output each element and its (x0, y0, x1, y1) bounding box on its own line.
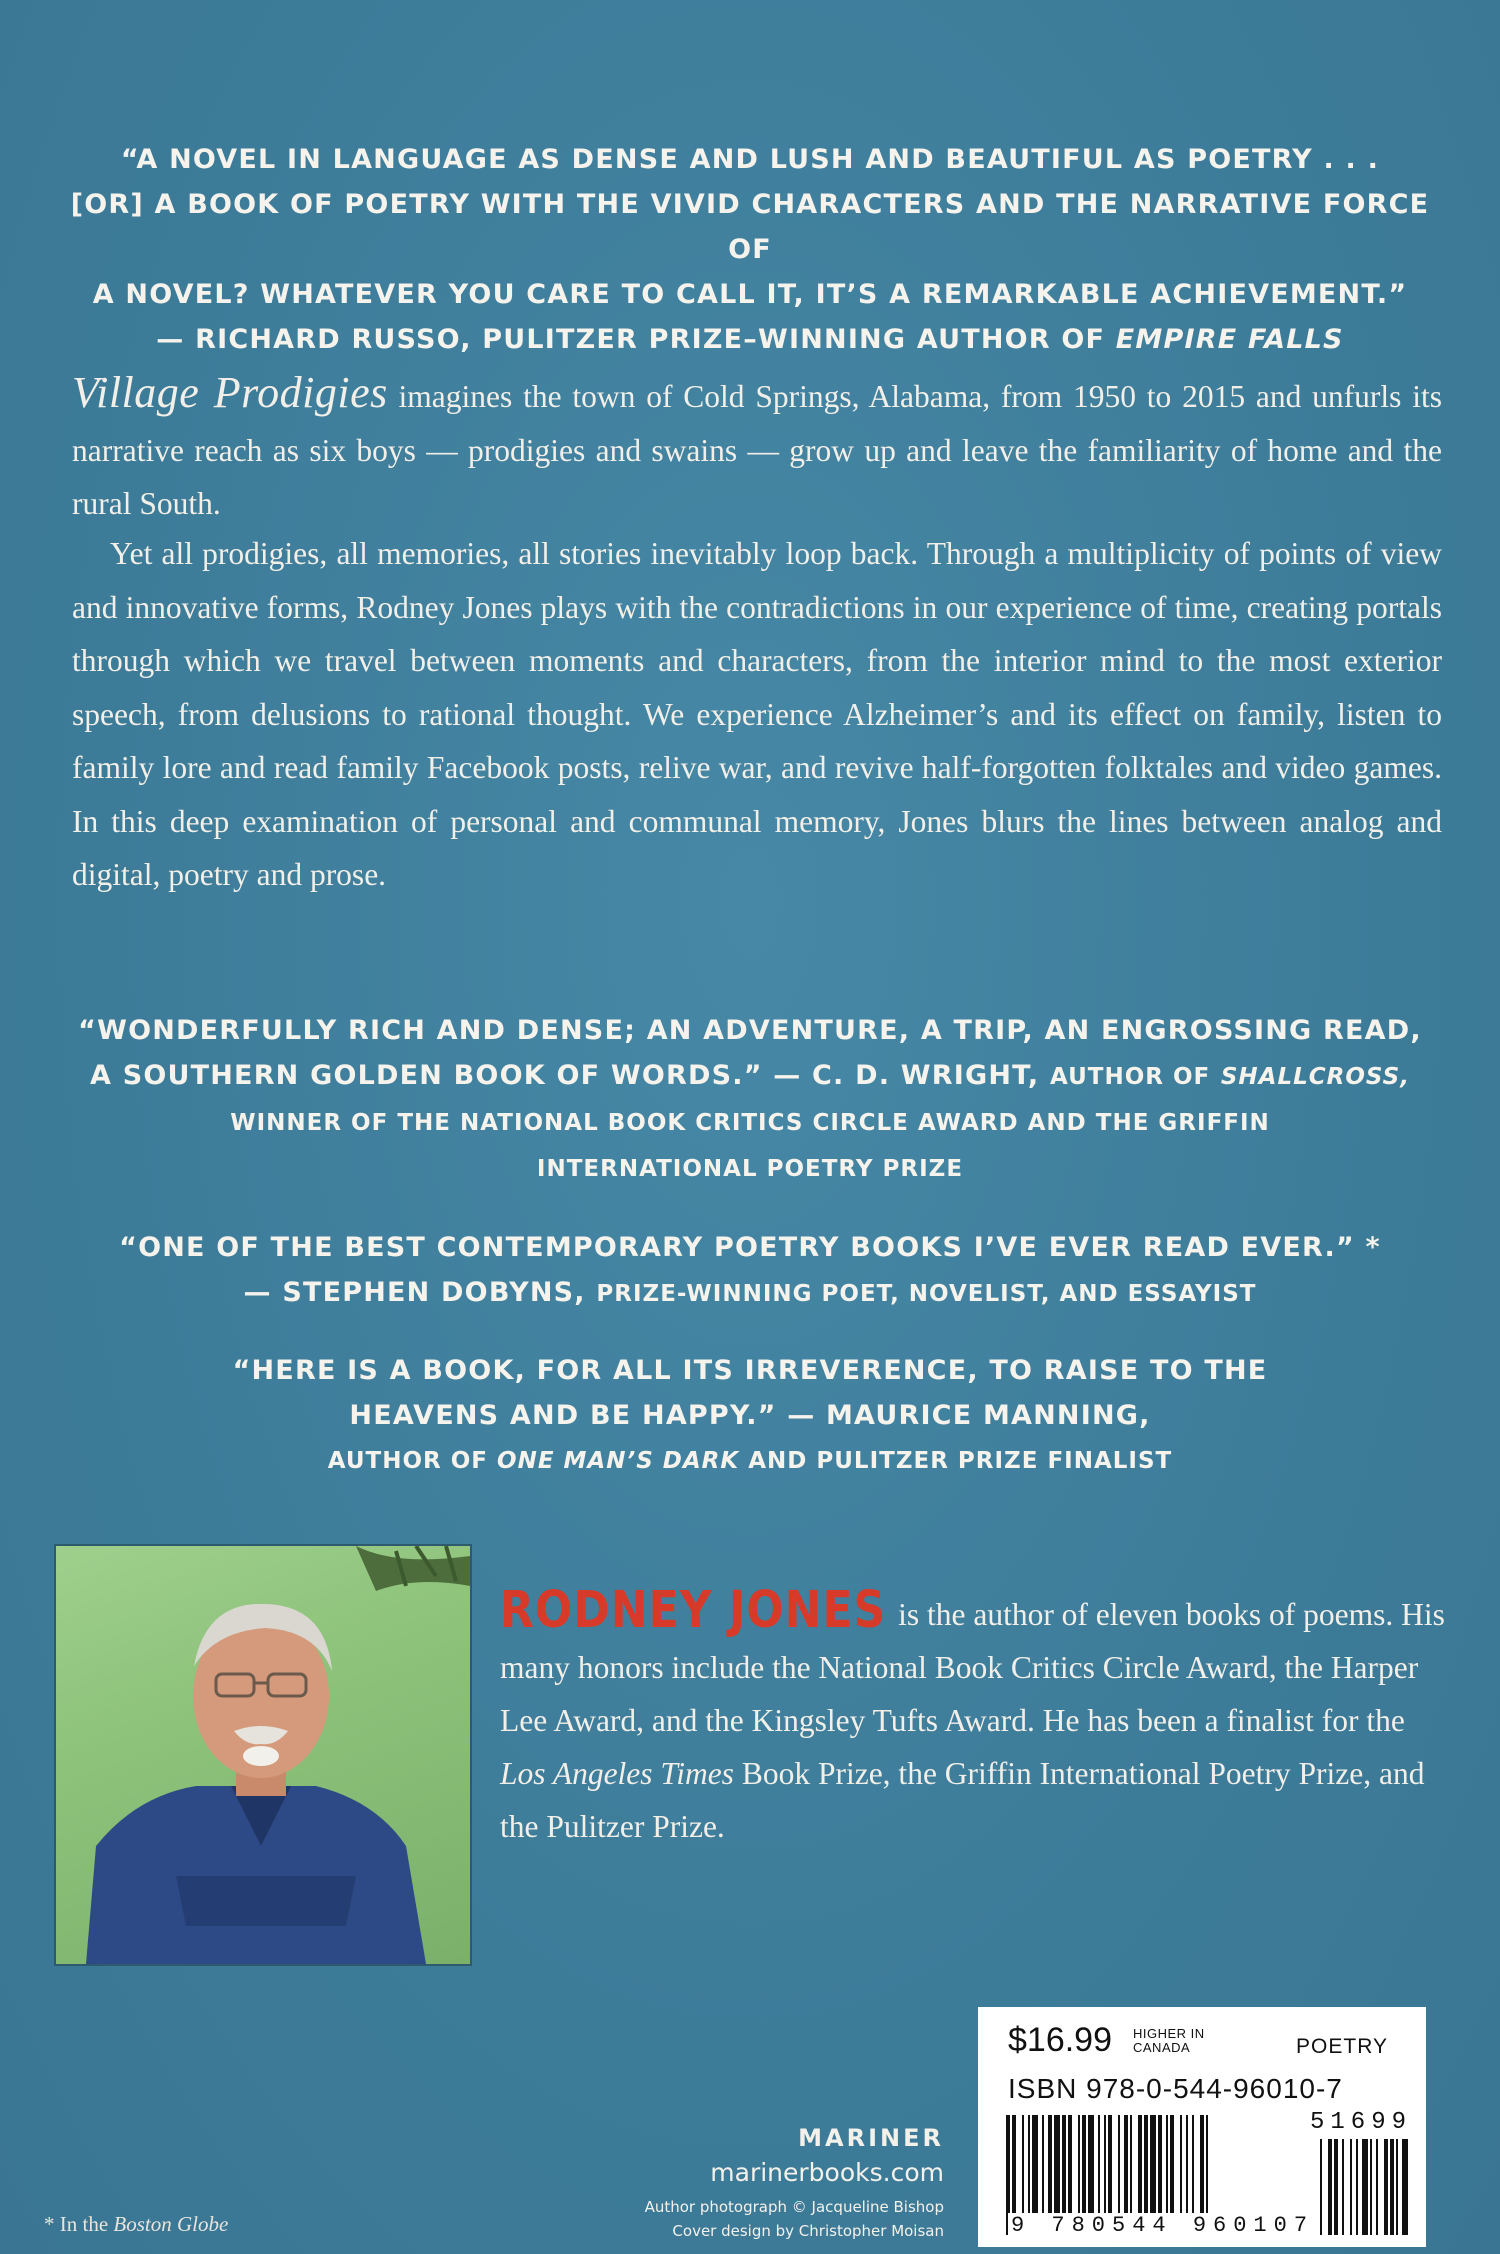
dobyns-attr-rest: PRIZE-WINNING POET, NOVELIST, AND ESSAYIST (596, 1281, 1257, 1307)
barcode-supplement-bar (1376, 2139, 1378, 2235)
russo-attribution-text: — RICHARD RUSSO, PULITZER PRIZE–WINNING AUTHOR OF (156, 324, 1106, 355)
author-bio-part-1: is the author of eleven books of poems. His many honors include the National Book Critics Circle Award, the Harper Lee Award, and the Kingsley Tufts Award. He has been a finalist for the (500, 1597, 1445, 1738)
barcode-supplement-bar (1350, 2139, 1352, 2235)
manning-attr-suffix: AND PULITZER PRIZE FINALIST (748, 1448, 1173, 1474)
footnote (44, 2212, 228, 2237)
russo-quote-line-1: “A NOVEL IN LANGUAGE AS DENSE AND LUSH AND BEAUTIFUL AS POETRY . . . (120, 144, 1380, 175)
wright-attr-line-2: WINNER OF THE NATIONAL BOOK CRITICS CIRCLE AWARD AND THE GRIFFIN (230, 1110, 1270, 1136)
footnote-source: Boston Globe (113, 2212, 229, 2236)
dobyns-attr-name: — STEPHEN DOBYNS, (243, 1277, 586, 1308)
photo-credit: Author photograph © Jacqueline Bishop (644, 2198, 944, 2216)
barcode-supplement-digits: 51699 (1309, 2109, 1412, 2136)
price: $16.99 (1008, 2021, 1112, 2059)
description-paragraph-1-text: imagines the town of Cold Springs, Alabama, from 1950 to 2015 and unfurls its narrative reach as six boys — prodigies and swains — grow up and leave the familiarity of home and the rural South. (72, 379, 1442, 521)
russo-attribution (60, 317, 1440, 362)
publisher-name: MARINER (798, 2124, 944, 2152)
barcode-supplement-bar (1370, 2139, 1372, 2235)
price-note-line-2: CANADA (1133, 2040, 1191, 2055)
description-paragraph-2: Yet all prodigies, all memories, all stories inevitably loop back. Through a multiplicity of points of view and innovative forms, Rodney Jones plays with the contradictions in our experience of time, creating portals through which we travel between moments and characters, from the interior mind to the most exterior speech, from delusions to rational thought. We experience Alzheimer’s and its effect on family, listen to family lore and read family Facebook posts, relive war, and revive half-forgotten folktales and video games. In this deep examination of personal and communal memory, Jones blurs the lines between analog and digital, poetry and prose. (72, 536, 1442, 892)
russo-blurb (60, 137, 1440, 362)
barcode-supplement-bar (1396, 2139, 1398, 2235)
barcode-supplement-bar (1334, 2139, 1338, 2235)
manning-blurb (60, 1348, 1440, 1484)
credits-block (645, 2195, 944, 2243)
russo-quote-line-3: A NOVEL? WHATEVER YOU CARE TO CALL IT, IT’S A REMARKABLE ACHIEVEMENT.” (92, 279, 1408, 310)
price-barcode-box (978, 2007, 1426, 2247)
barcode-supplement-bar (1390, 2139, 1394, 2235)
barcode-supplement-bar (1402, 2139, 1408, 2235)
design-credit: Cover design by Christopher Moisan (672, 2222, 944, 2240)
barcode-supplement-bar (1328, 2139, 1332, 2235)
barcode-digits: 9 780544 960107 (1008, 2213, 1317, 2238)
isbn: ISBN 978-0-544-96010-7 (1008, 2073, 1343, 2104)
author-photo (54, 1544, 472, 1966)
wright-blurb (60, 1008, 1440, 1192)
wright-work-title: SHALLCROSS, (1220, 1064, 1410, 1090)
author-portrait-illustration (56, 1546, 470, 1964)
author-bio-part-2: Book Prize, the Griffin International Poetry Prize, and the Pulitzer Prize. (500, 1756, 1425, 1844)
manning-attribution (60, 1438, 1440, 1484)
price-note-line-1: HIGHER IN (1133, 2026, 1205, 2041)
manning-quote-line-1: “HERE IS A BOOK, FOR ALL ITS IRREVERENCE, TO RAISE TO THE (232, 1355, 1268, 1386)
manning-attr-prefix: AUTHOR OF (327, 1448, 488, 1474)
barcode-supplement-bar (1356, 2139, 1358, 2235)
manning-quote-line-2: HEAVENS AND BE HAPPY.” — MAURICE MANNING, (349, 1400, 1151, 1431)
barcode-supplement-bar (1320, 2139, 1322, 2235)
russo-work-title: EMPIRE FALLS (1115, 324, 1344, 355)
description-paragraph-1 (72, 366, 1442, 531)
author-bio-italic: Los Angeles Times (500, 1756, 734, 1791)
barcode-supplement-bar (1342, 2139, 1344, 2235)
wright-attr-prefix: AUTHOR OF (1050, 1064, 1211, 1090)
dobyns-quote-line-1: “ONE OF THE BEST CONTEMPORARY POETRY BOOKS I’VE EVER READ EVER.” * (119, 1232, 1381, 1263)
publisher-block (710, 2120, 944, 2190)
author-bio (500, 1581, 1445, 1853)
russo-quote-line-2: [OR] A BOOK OF POETRY WITH THE VIVID CHARACTERS AND THE NARRATIVE FORCE OF (70, 189, 1430, 265)
barcode-supplement-bar (1362, 2139, 1368, 2235)
dobyns-attribution (60, 1270, 1440, 1317)
barcode-supplement-bar (1384, 2139, 1388, 2235)
wright-quote-line-1: “WONDERFULLY RICH AND DENSE; AN ADVENTURE, A TRIP, AN ENGROSSING READ, (78, 1015, 1422, 1046)
wright-quote-line-2 (60, 1053, 1440, 1100)
author-name: RODNEY JONES (500, 1581, 887, 1640)
publisher-url[interactable]: marinerbooks.com (710, 2158, 944, 2187)
category-label: POETRY (1296, 2035, 1388, 2058)
price-note (1133, 2027, 1205, 2055)
manning-work-title: ONE MAN’S DARK (497, 1448, 740, 1474)
wright-quote-line-2-text: A SOUTHERN GOLDEN BOOK OF WORDS.” — C. D. WRIGHT, (90, 1060, 1040, 1091)
book-title: Village Prodigies (72, 368, 388, 417)
footnote-prefix: * In the (44, 2212, 109, 2236)
wright-attr-line-3: INTERNATIONAL POETRY PRIZE (536, 1156, 964, 1182)
dobyns-blurb (60, 1225, 1440, 1317)
